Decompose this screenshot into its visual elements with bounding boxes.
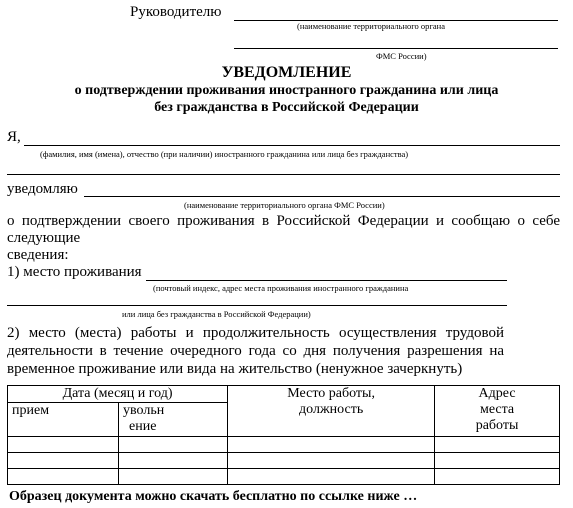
- hire-header: прием: [8, 403, 119, 437]
- fms-line: [234, 48, 558, 49]
- applicant-name-line: [24, 145, 560, 146]
- doc-subtitle-line1: о подтверждении проживания иностранного гражданина или лица: [74, 83, 499, 98]
- intro-line1: о подтверждении своего проживания в Российской Федерации и сообщаю о себе: [7, 213, 560, 229]
- table-cell[interactable]: [435, 453, 560, 469]
- table-cell[interactable]: [435, 437, 560, 453]
- address-header-line2: места: [479, 402, 515, 417]
- fms-hint: ФМС России): [376, 51, 427, 61]
- date-header: Дата (месяц и год): [8, 386, 228, 403]
- place-header-line2: должность: [299, 402, 364, 417]
- work-table: [7, 385, 560, 485]
- intro-line2: следующие: [7, 230, 81, 246]
- item2-line2: деятельности в течение очередного года со дня получения разрешения на: [7, 343, 504, 359]
- table-cell[interactable]: [119, 437, 228, 453]
- table-cell[interactable]: [8, 469, 119, 485]
- item1-hint1: (почтовый индекс, адрес места проживания иностранного гражданина: [153, 283, 409, 293]
- doc-subtitle-line2: без гражданства в Российской Федерации: [154, 100, 419, 115]
- table-cell[interactable]: [228, 453, 435, 469]
- table-cell[interactable]: [228, 469, 435, 485]
- notify-label: уведомляю: [7, 181, 78, 197]
- table-cell[interactable]: [119, 469, 228, 485]
- table-row: [8, 453, 560, 469]
- address-header-line1: Адрес: [478, 386, 516, 401]
- item1-address-line2: [7, 305, 507, 306]
- item1-label: 1) место проживания: [7, 264, 142, 280]
- notify-hint: (наименование территориального органа ФМС России): [184, 200, 385, 210]
- applicant-prefix: Я,: [7, 129, 21, 145]
- fire-header-line2: ение: [129, 419, 157, 434]
- download-note: Образец документа можно скачать бесплатно по ссылке ниже …: [9, 489, 418, 504]
- address-header-line3: работы: [475, 418, 519, 433]
- table-cell[interactable]: [435, 469, 560, 485]
- intro-line3: сведения:: [7, 247, 69, 263]
- table-cell[interactable]: [8, 453, 119, 469]
- doc-title: УВЕДОМЛЕНИЕ: [221, 64, 352, 81]
- head-to-label: Руководителю: [130, 4, 222, 20]
- table-cell[interactable]: [8, 437, 119, 453]
- applicant-extra-line: [7, 174, 560, 175]
- item2-line1: 2) место (места) работы и продолжительность осуществления трудовой: [7, 325, 504, 341]
- table-cell[interactable]: [119, 453, 228, 469]
- address-header: [435, 386, 560, 437]
- place-header: [228, 386, 435, 437]
- table-cell[interactable]: [228, 437, 435, 453]
- applicant-hint: (фамилия, имя (имена), отчество (при наличии) иностранного гражданина или лица без гражданства): [40, 149, 409, 159]
- table-row: [8, 469, 560, 485]
- fire-header: [119, 403, 228, 437]
- fire-header-line1: увольн: [123, 403, 165, 418]
- item2-line3: временное проживание или вида на жительство (ненужное зачеркнуть): [7, 361, 463, 377]
- notify-organ-line: [84, 196, 560, 197]
- organ-hint: (наименование территориального органа: [297, 21, 446, 31]
- place-header-line1: Место работы,: [287, 386, 375, 401]
- item1-hint2: или лица без гражданства в Российской Федерации): [122, 309, 311, 319]
- item1-address-line: [146, 280, 507, 281]
- table-row: [8, 437, 560, 453]
